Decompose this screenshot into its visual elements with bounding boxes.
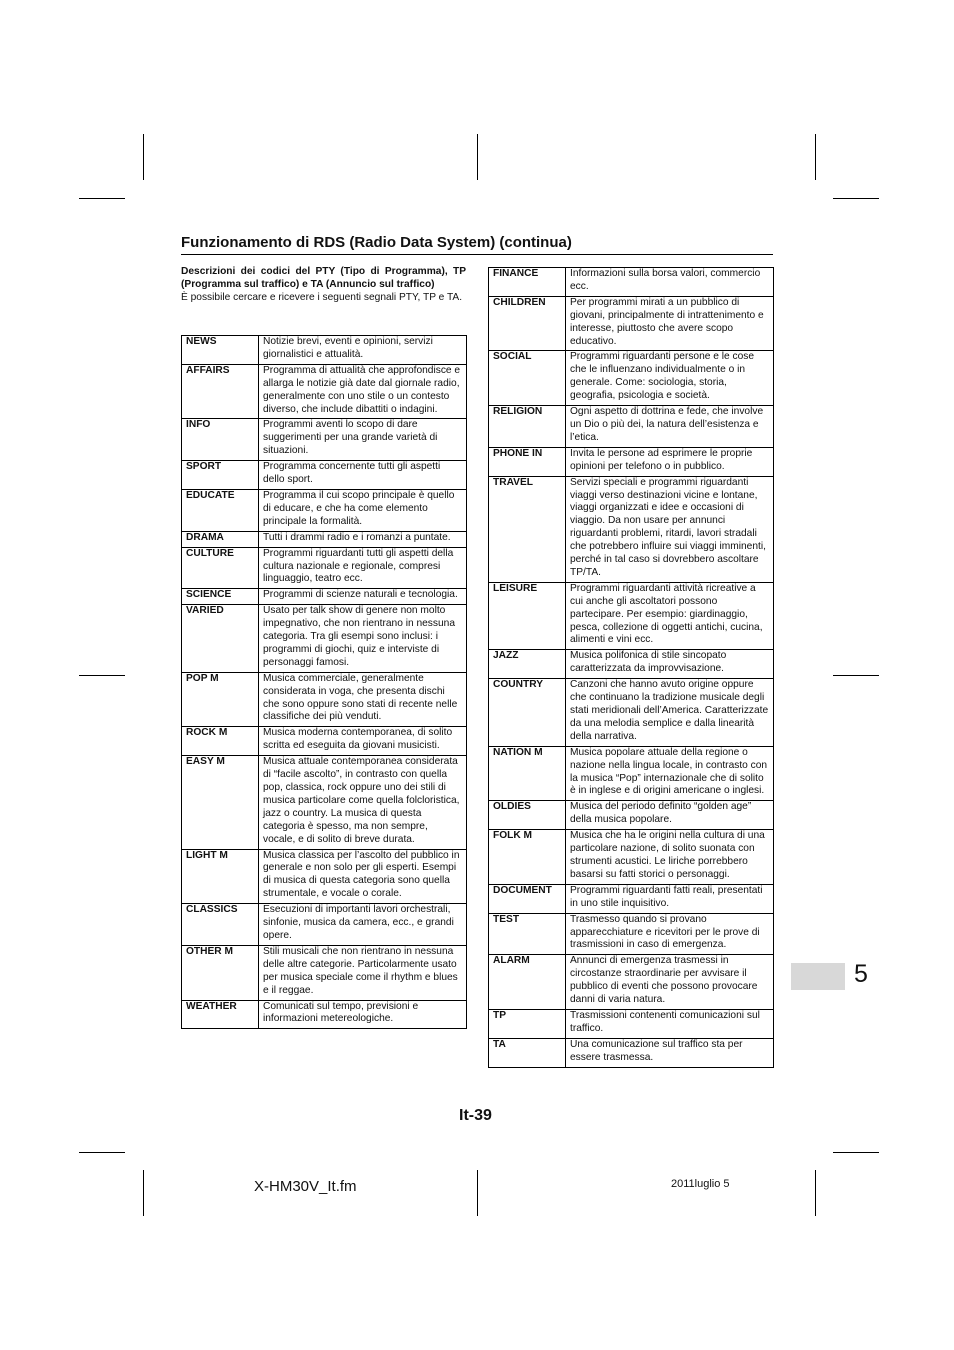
pty-description: Stili musicali che non rientrano in nessuna delle altre categorie. Particolarmente usato per musica speciale come il rhythm e blues e il reggae. [259,945,467,1000]
pty-description: Musica commerciale, generalmente considerata in voga, che presenta dischi che sono oppure sono stati di recente nelle classifiche dei più venduti. [259,672,467,727]
pty-code: TEST [489,913,566,955]
table-row [182,849,467,904]
pty-code: VARIED [182,605,259,673]
table-row [489,830,774,885]
table-row [489,679,774,747]
page-number: It-39 [459,1107,492,1124]
pty-code: NEWS [182,336,259,365]
pty-description: Programma di attualità che approfondisce e allarga le notizie già date dal giornale radio, generalmente con uno stile o un contesto diverso, che include dibattiti o indagini. [259,364,467,419]
pty-description: Trasmissioni contenenti comunicazioni sul traffico. [566,1009,774,1038]
file-name: X-HM30V_It.fm [254,1178,357,1195]
pty-code: FINANCE [489,268,566,297]
pty-code: LEISURE [489,582,566,650]
pty-description: Musica che ha le origini nella cultura di una particolare nazione, di solito suonata con strumenti acustici. Le liriche porrebbero basarsi su fatti storici o personaggi. [566,830,774,885]
pty-description: Musica polifonica di stile sincopato caratterizzata da improvvisazione. [566,650,774,679]
pty-code: OLDIES [489,801,566,830]
table-row [489,1009,774,1038]
pty-description: Programmi riguardanti persone e le cose che le influenzano individualmente o in generale. Come: sociologia, storia, geografia, psicologia e società. [566,351,774,406]
pty-code: SPORT [182,461,259,490]
pty-code: SOCIAL [489,351,566,406]
table-row [182,336,467,365]
section-number: 5 [854,960,868,988]
pty-code: NATION M [489,746,566,801]
pty-table-left [181,335,467,1029]
pty-description: Informazioni sulla borsa valori, commercio ecc. [566,268,774,297]
pty-code: WEATHER [182,1000,259,1029]
pty-code: INFO [182,419,259,461]
pty-code: CULTURE [182,547,259,589]
intro-text: È possibile cercare e ricevere i seguenti segnali PTY, TP e TA. [181,292,463,303]
pty-code: FOLK M [489,830,566,885]
table-row [182,1000,467,1029]
pty-code: SCIENCE [182,589,259,605]
crop-mark [79,675,125,676]
table-row [182,461,467,490]
crop-mark [79,1152,125,1153]
table-row [489,351,774,406]
table-row [182,489,467,531]
table-row [182,531,467,547]
table-row [489,955,774,1010]
pty-description: Servizi speciali e programmi riguardanti viaggi verso destinazioni vicine e lontane, viaggi organizzati e idee e occasioni di viaggio. Da non usare per annunci riguardanti problemi, ritardi, lavori stradali che potrebbero influire sui viaggi imminenti, perché in tal caso si dovrebbero ascoltare TP/TA. [566,476,774,582]
crop-mark [477,134,478,180]
table-row [182,419,467,461]
crop-mark [833,198,879,199]
pty-table-right-body [489,268,774,1068]
table-row [489,268,774,297]
crop-mark [143,1170,144,1216]
intro-section [181,265,466,304]
print-date: 2011luglio 5 [671,1178,730,1190]
section-tab [791,963,845,990]
table-row [489,913,774,955]
pty-code: PHONE IN [489,447,566,476]
pty-description: Musica attuale contemporanea considerata di “facile ascolto”, in contrasto con quella pop, classica, rock oppure uno dei stili di musica particolare come quella folcloristica, jazz o country. La musica di questa categoria è spesso, ma non sempre, vocale, e di solito di breve durata. [259,756,467,849]
pty-code: POP M [182,672,259,727]
table-row [182,727,467,756]
pty-description: Programmi aventi lo scopo di dare suggerimenti per una grande varietà di situazioni. [259,419,467,461]
page-title: Funzionamento di RDS (Radio Data System) (continua) [181,234,773,255]
pty-code: DOCUMENT [489,884,566,913]
pty-description: Programma il cui scopo principale è quello di educare, e che ha come elemento principale la formalità. [259,489,467,531]
pty-table-left-body [182,336,467,1029]
pty-description: Programmi riguardanti fatti reali, presentati in uno stile inquisitivo. [566,884,774,913]
pty-code: JAZZ [489,650,566,679]
crop-mark [143,134,144,180]
pty-description: Annunci di emergenza trasmessi in circostanze straordinarie per avvisare il pubblico di eventi che possono provocare danni di varia natura. [566,955,774,1010]
pty-description: Esecuzioni di importanti lavori orchestrali, sinfonie, musica da camera, ecc., e grandi opere. [259,904,467,946]
pty-description: Musica popolare attuale della regione o nazione nella lingua locale, in contrasto con la musica “Pop” internazionale che di solito è in inglese e di origini americane o inglesi. [566,746,774,801]
pty-code: LIGHT M [182,849,259,904]
table-row [489,296,774,351]
table-row [489,476,774,582]
crop-mark [833,675,879,676]
pty-description: Programma concernente tutti gli aspetti dello sport. [259,461,467,490]
pty-code: CHILDREN [489,296,566,351]
pty-description: Musica moderna contemporanea, di solito scritta ed eseguita da giovani musicisti. [259,727,467,756]
pty-description: Musica classica per l’ascolto del pubblico in generale e non solo per gli esperti. Esempi di musica di questa categoria sono quella strumentale, e vocale o corale. [259,849,467,904]
pty-code: TP [489,1009,566,1038]
pty-description: Canzoni che hanno avuto origine oppure che continuano la tradizione musicale degli stati meridionali dell’America. Caratterizzate da una melodia semplice e dalla linearità della narrativa. [566,679,774,747]
pty-code: TRAVEL [489,476,566,582]
pty-description: Programmi riguardanti attività ricreative a cui anche gli ascoltatori possono partecipare. Per esempio: giardinaggio, pesca, collezione di oggetti antichi, cucina, alimenti e vini ecc. [566,582,774,650]
table-row [182,672,467,727]
pty-code: EASY M [182,756,259,849]
table-row [489,447,774,476]
pty-code: COUNTRY [489,679,566,747]
table-row [182,547,467,589]
pty-code: OTHER M [182,945,259,1000]
pty-code: TA [489,1038,566,1067]
pty-code: EDUCATE [182,489,259,531]
pty-description: Invita le persone ad esprimere le proprie opinioni per telefono o in pubblico. [566,447,774,476]
table-row [182,364,467,419]
pty-description: Trasmesso quando si provano apparecchiature e ricevitori per le prove di trasmissioni in caso di emergenza. [566,913,774,955]
table-row [182,756,467,849]
table-row [489,650,774,679]
table-row [489,582,774,650]
crop-mark [833,1152,879,1153]
pty-description: Tutti i drammi radio e i romanzi a puntate. [259,531,467,547]
table-row [182,605,467,673]
table-row [489,406,774,448]
pty-description: Comunicati sul tempo, previsioni e informazioni metereologiche. [259,1000,467,1029]
pty-description: Notizie brevi, eventi e opinioni, servizi giornalistici e attualità. [259,336,467,365]
pty-code: ROCK M [182,727,259,756]
pty-description: Per programmi mirati a un pubblico di giovani, principalmente di intrattenimento e interesse, piuttosto che avere scopo educativo. [566,296,774,351]
pty-code: RELIGION [489,406,566,448]
pty-code: ALARM [489,955,566,1010]
pty-description: Usato per talk show di genere non molto impegnativo, che non rientrano in nessuna categoria. Tra gli esempi sono inclusi: i programmi di giochi, quiz e interviste di personaggi famosi. [259,605,467,673]
crop-mark [79,198,125,199]
pty-description: Una comunicazione sul traffico sta per essere trasmessa. [566,1038,774,1067]
pty-description: Programmi di scienze naturali e tecnologia. [259,589,467,605]
table-row [489,801,774,830]
pty-description: Ogni aspetto di dottrina e fede, che involve un Dio o più dei, la natura dell’esistenza e l’etica. [566,406,774,448]
pty-description: Musica del periodo definito “golden age” della musica popolare. [566,801,774,830]
pty-code: CLASSICS [182,904,259,946]
pty-description: Programmi riguardanti tutti gli aspetti della cultura nazionale e regionale, compresi linguaggio, teatro ecc. [259,547,467,589]
crop-mark [815,1170,816,1216]
pty-code: AFFAIRS [182,364,259,419]
table-row [182,589,467,605]
table-row [489,884,774,913]
pty-code: DRAMA [182,531,259,547]
pty-table-right [488,267,774,1068]
table-row [489,746,774,801]
intro-heading: Descrizioni dei codici del PTY (Tipo di Programma), TP (Programma sul traffico) e TA (Annuncio sul traffico) [181,266,466,290]
table-row [182,945,467,1000]
crop-mark [477,1170,478,1216]
table-row [489,1038,774,1067]
table-row [182,904,467,946]
crop-mark [815,134,816,180]
